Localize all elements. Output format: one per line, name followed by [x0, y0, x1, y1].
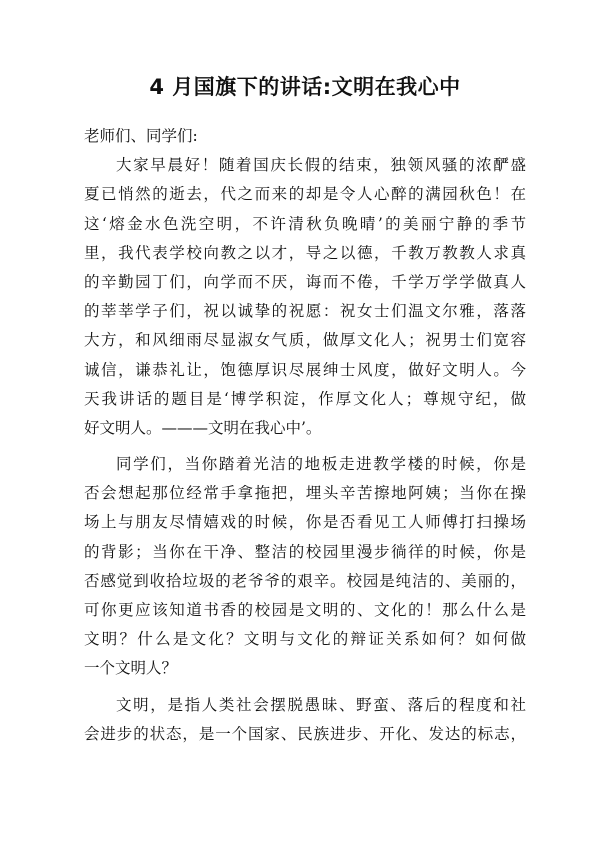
paragraph-line: 一个文明人？	[84, 659, 178, 678]
paragraph-line: 天我讲话的题目是‘博学积淀，作厚文化人；尊规守纪，做	[84, 389, 526, 408]
paragraph-line: 可你更应该知道书香的校园是文明的、文化的！那么什么是	[84, 601, 526, 619]
paragraph-line: 场上与朋友尽情嬉戏的时候，你是否看见工人师傅打扫操场	[84, 513, 526, 532]
paragraph-line: 好文明人。———文明在我心中’。	[84, 418, 322, 437]
paragraph-line: 夏已悄然的逝去，代之而来的却是令人心醉的满园秋色！在	[84, 185, 526, 204]
paragraph-line: 否感觉到收拾垃圾的老爷爷的艰辛。校园是纯洁的、美丽的，	[84, 571, 526, 590]
paragraph-line: 同学们，当你踏着光洁的地板走进教学楼的时候，你是	[116, 455, 526, 474]
paragraph-line: 的辛勤园丁们，向学而不厌，诲而不倦，千学万学学做真人	[84, 272, 526, 291]
paragraph-3	[84, 691, 526, 749]
paragraph-1	[84, 151, 526, 443]
paragraph-2	[84, 450, 526, 684]
document-title: 4 月国旗下的讲话:文明在我心中	[149, 75, 461, 99]
paragraph-line: 文明，是指人类社会摆脱愚昧、野蛮、落后的程度和社	[116, 695, 526, 714]
paragraph-spacer	[84, 443, 526, 450]
paragraph-line: 大方，和风细雨尽显淑女气质，做厚文化人；祝男士们宽容	[84, 331, 526, 350]
paragraph-line: 的莘莘学子们，祝以诚挚的祝愿：祝女士们温文尔雅，落落	[84, 302, 526, 321]
salutation: 老师们、同学们:	[84, 127, 198, 145]
paragraph-line: 大家早晨好！随着国庆长假的结束，独领风骚的浓酽盛	[116, 156, 526, 175]
paragraph-line: 文明？什么是文化？文明与文化的辩证关系如何？如何做	[84, 630, 526, 649]
paragraph-line: 里，我代表学校向教之以才，导之以德，千教万教教人求真	[84, 243, 526, 262]
paragraph-line: 会进步的状态，是一个国家、民族进步、开化、发达的标志，	[84, 724, 526, 743]
paragraph-spacer	[84, 684, 526, 691]
document-body	[84, 122, 526, 749]
paragraph-line: 诚信，谦恭礼让，饱德厚识尽展绅士风度，做好文明人。今	[84, 360, 526, 379]
paragraph-line: 的背影；当你在干净、整洁的校园里漫步徜徉的时候，你是	[84, 542, 526, 561]
paragraph-line: 否会想起那位经常手拿拖把，埋头辛苦擦地阿姨；当你在操	[84, 484, 526, 503]
paragraph-line: 这‘熔金水色洗空明，不许清秋负晚晴’的美丽宁静的季节	[84, 214, 526, 233]
